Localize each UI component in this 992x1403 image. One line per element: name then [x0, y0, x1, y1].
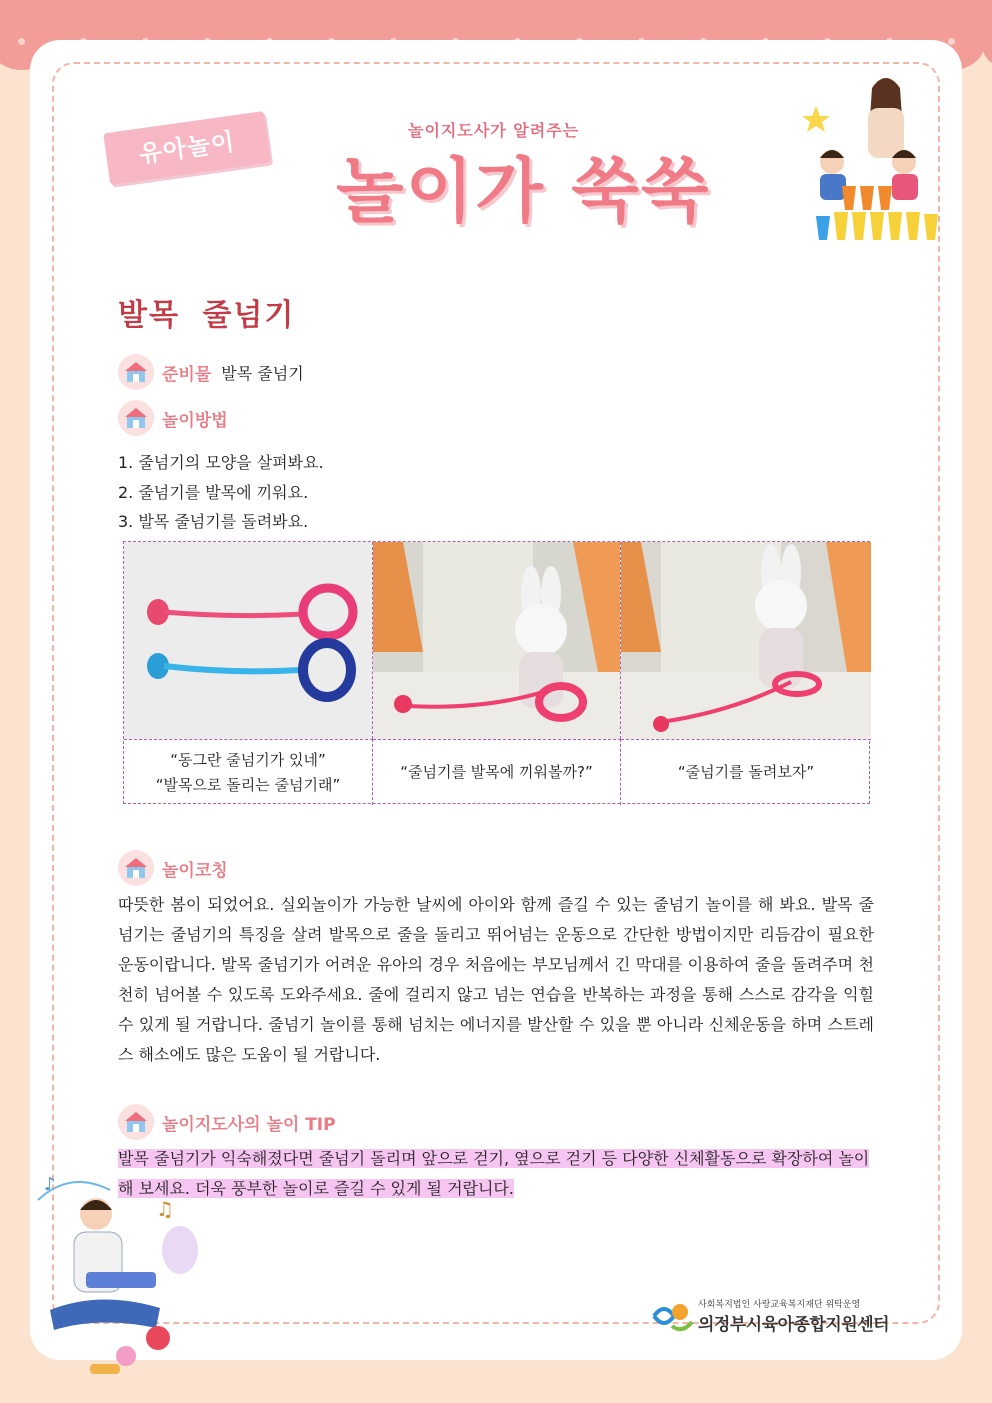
photo-caption	[621, 739, 871, 805]
tip-section	[118, 1104, 336, 1140]
house-icon	[118, 1104, 154, 1140]
kids-cups-illustration	[796, 70, 946, 245]
house-icon	[118, 354, 154, 390]
activity-title: 발목 줄넘기	[118, 298, 296, 333]
svg-text:♫: ♫	[156, 1197, 174, 1221]
tip-highlight: 발목 줄넘기가 익숙해졌다면 줄넘기 돌리며 앞으로 걷기, 옆으로 걷기 등 다양한 신체활동으로 확장하여 놀이해 보세요. 더욱 풍부한 놀이로 즐길 수 있게 될 거랍니다.	[118, 1149, 870, 1198]
photo-table	[123, 541, 870, 804]
method-steps	[118, 448, 324, 537]
method-section	[118, 400, 228, 436]
photo-caption	[124, 739, 373, 805]
method-label: 놀이방법	[162, 410, 228, 431]
method-step: 2. 줄넘기를 발목에 끼워요.	[118, 482, 309, 502]
photo-bunny-wearing-rope	[373, 542, 621, 739]
center-logo	[650, 1297, 889, 1335]
category-tag-label: 유아놀이	[137, 127, 237, 169]
coaching-section	[118, 850, 228, 886]
tip-label: 놀이지도사의 놀이 TIP	[162, 1114, 336, 1135]
coaching-text: 따뜻한 봄이 되었어요. 실외놀이가 가능한 날씨에 아이와 함께 즐길 수 있는 줄넘기 놀이를 해 봐요. 발목 줄넘기는 줄넘기의 특징을 살려 발목으로 줄을 돌리고 뛰어넘는 운동으로 간단한 방법이지만 리듬감이 필요한 운동이랍니다. 발목 줄넘기가 어려운 유아의 경우 처음에는 부모님께서 긴 막대를 이용하여 줄을 돌려주며 천천히 넘어볼 수 있도록 도와주세요. 줄에 걸리지 않고 넘는 연습을 반복하는 과정을 통해 스스로 감각을 익힐 수 있게 될 거랍니다. 줄넘기 놀이를 통해 넘치는 에너지를 발산할 수 있을 뿐 아니라 신체운동을 하며 스트레스 해소에도 많은 도움이 될 거랍니다.	[118, 895, 874, 1064]
org-name: 의정부시육아종합지원센터	[698, 1315, 890, 1335]
method-step: 3. 발목 줄넘기를 돌려봐요.	[118, 512, 309, 531]
house-icon	[118, 400, 154, 436]
photo-caption	[373, 739, 621, 805]
header-title: 놀이가 쑥쑥	[336, 150, 711, 232]
photo-bunny-spinning-rope	[621, 542, 871, 739]
house-icon	[118, 850, 154, 886]
caption-line: “발목으로 돌리는 줄넘기래”	[155, 775, 341, 794]
photo-jump-ropes	[124, 542, 373, 739]
svg-text:♪: ♪	[44, 1174, 56, 1195]
scallop	[982, 20, 992, 70]
materials-label: 준비물	[162, 364, 212, 385]
musician-illustration	[30, 1160, 210, 1385]
header-subtitle: 놀이지도사가 알려주는	[408, 121, 580, 140]
center-logo-icon	[650, 1298, 694, 1334]
coaching-label: 놀이코칭	[162, 860, 228, 881]
tip-text	[118, 1144, 878, 1204]
org-operator-line: 사회복지법인 사랑교육복지재단 위탁운영	[698, 1300, 861, 1310]
method-step: 1. 줄넘기의 모양을 살펴봐요.	[118, 453, 324, 472]
caption-line: “동그란 줄넘기가 있네”	[170, 750, 326, 769]
caption-line: “줄넘기를 발목에 끼워볼까?”	[400, 763, 593, 781]
caption-line: “줄넘기를 돌려보자”	[677, 763, 815, 781]
materials-section	[118, 354, 304, 390]
materials-value: 발목 줄넘기	[221, 363, 304, 383]
